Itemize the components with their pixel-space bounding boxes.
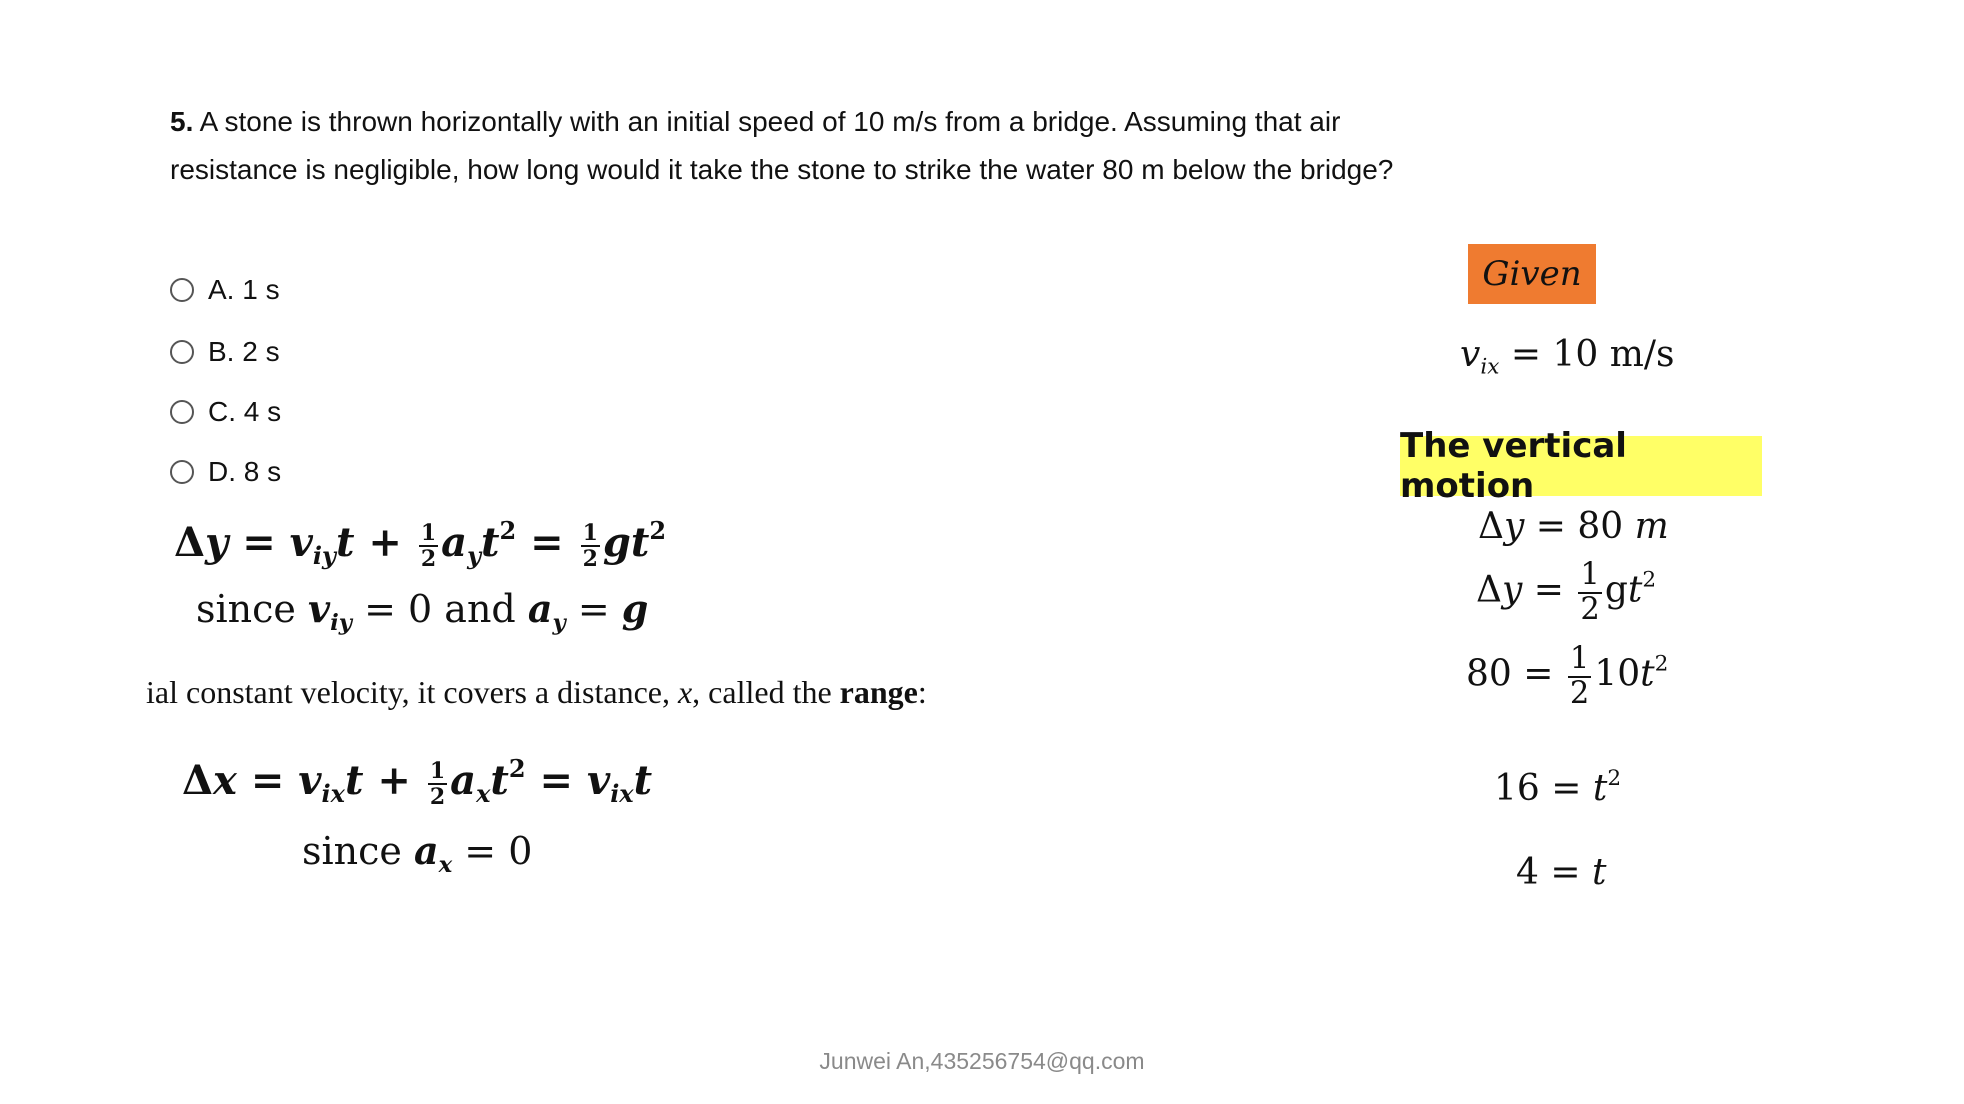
equation-4-t: 4 = t [1516,852,1607,893]
zero-value: 0 [508,829,533,873]
choice-a[interactable] [170,272,280,308]
radio-button[interactable] [170,278,194,302]
range-suffix: : [917,674,927,710]
range-sentence [146,674,927,711]
equation-since-ax: since $a_x = 0$ [302,828,533,878]
range-var: x [677,674,693,710]
equation-delta-x: $\Delta x = v_{ix}t$ + $\frac{1}{2}$ $a_xt^2 = v_{ix}t$ [182,754,653,810]
equation-delta-y: $\Delta y = v_{iy}t$ + $\frac{1}{2}$ $a_yt^2$ = $\frac{1}{2}$ $gt^2$ [174,516,667,572]
equation-since-viy: since $v_{iy} = 0$ and $a_y = g$ [196,586,649,636]
range-prefix: ial constant velocity, it covers a distance, [146,674,670,710]
choice-label: A. 1 s [208,274,280,305]
radio-button[interactable] [170,460,194,484]
since-label: since [302,829,402,873]
given-label [1468,244,1596,304]
radio-button[interactable] [170,400,194,424]
choice-d[interactable] [170,454,281,490]
eq3-right: 10 [1594,653,1641,695]
given-text: Given [1482,254,1582,294]
range-middle: , called the [692,674,832,710]
range-bold: range [839,674,918,710]
eq5-left: 4 = [1516,852,1581,893]
equation-dy-80: Δy = 80 m [1478,506,1669,547]
vix-value: = 10 m/s [1510,334,1675,375]
choice-b[interactable] [170,334,280,370]
equation-dy-half-gt2: Δy = $\frac{1}{2}$ $gt^2$ [1476,557,1657,627]
and-label: and [444,587,516,631]
given-vix: $v_{ix} = 10$ m/s [1460,334,1675,380]
choice-label: C. 4 s [208,396,282,427]
vertical-motion-text: The vertical motion [1400,426,1627,506]
dy-value: = 80 [1535,506,1624,547]
eq4-left: 16 = [1494,768,1582,810]
footer-credit: Junwei An,435256754@qq.com [819,1048,1145,1074]
radio-button[interactable] [170,340,194,364]
choice-label: D. 8 s [208,456,282,487]
choice-c[interactable] [170,394,281,430]
equation-80-half-10t2: 80 = $\frac{1}{2}$ $10t^2$ [1466,641,1669,711]
equation-16-t2: $16 = t^2$ [1494,766,1622,810]
zero-value: 0 [408,587,433,631]
question-body: A stone is thrown horizontally with an initial speed of 10 m/s from a bridge. Assuming that air resistance is negligible, how long would it take the stone to strike the water 80 m below the bridge? [170,106,1394,185]
question-number: 5. [170,106,194,137]
choice-label: B. 2 s [208,336,280,367]
question-text [170,98,1400,194]
vertical-motion-label [1400,426,1762,506]
eq3-left: 80 = [1466,653,1554,695]
since-label: since [196,587,296,631]
